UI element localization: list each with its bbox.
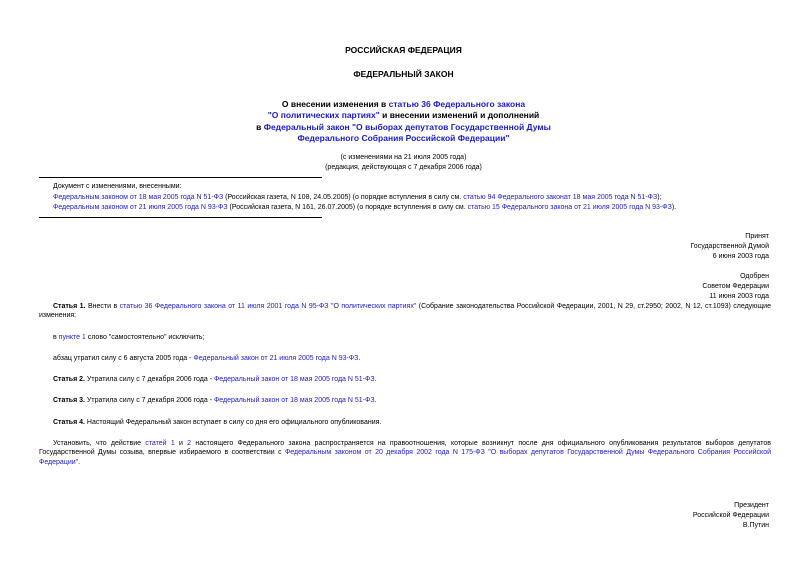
article-2-link[interactable]: Федеральный закон от 18 мая 2005 года N 51-ФЗ: [213, 376, 375, 383]
title-text: и внесении изменений и дополнений: [379, 110, 540, 121]
amendment-link-article15[interactable]: статью 15 Федерального закона от 21 июля 2005 года N 93-ФЗ: [467, 204, 672, 211]
amendments-heading: Документ с изменениями, внесенными:: [53, 183, 182, 190]
article-text: (Собрание законодательства Российской Федерации, 2001, N 29, ст.2950; 2002, N 12, ст.1093) следующие изменения:: [39, 303, 771, 320]
signature-name: В.Путин: [742, 522, 769, 529]
title-link-parties[interactable]: "О политических партиях": [267, 110, 380, 121]
title-text: в: [256, 121, 264, 132]
doc-type-heading: ФЕДЕРАЛЬНЫЙ ЗАКОН: [353, 69, 454, 79]
edition-redaction: (редакция, действующая с 7 декабря 2006 года): [325, 164, 482, 171]
article-text: .: [78, 458, 81, 466]
accepted-date: 6 июня 2003 года: [712, 253, 769, 260]
article-3-link[interactable]: Федеральный закон от 18 мая 2005 года N 51-ФЗ: [213, 397, 375, 404]
divider-bottom: [39, 217, 322, 218]
amendment-link-93fz[interactable]: Федеральным законом от 21 июля 2005 года N 93-ФЗ: [53, 204, 228, 211]
approved-by: Советом Федерации: [702, 283, 769, 290]
final-link-article2[interactable]: 2: [187, 440, 192, 447]
title-link-elections-law-cont[interactable]: Федерального Собрания Российской Федерации": [297, 133, 510, 144]
amendment-text: (Российская газета, N 161, 26.07.2005) (о порядке вступления в силу см.: [227, 204, 468, 211]
title-line-2: [0, 110, 807, 121]
accepted-label: Принят: [745, 233, 769, 240]
title-line-1: [0, 99, 807, 110]
amendment-link-article94[interactable]: статью 94 Федерального законат 18 мая 2005 года N 51-ФЗ: [463, 194, 658, 201]
item-link-point1[interactable]: пункте 1: [58, 334, 86, 341]
article-text: .: [374, 397, 377, 404]
article-2-label: Статья 2.: [53, 376, 85, 383]
amendment-text: );: [657, 194, 662, 201]
article-text: абзац утратил силу с 6 августа 2005 года -: [53, 355, 194, 362]
document-title: [0, 99, 807, 145]
title-text: О внесении изменения в: [281, 99, 389, 109]
article-text: .: [358, 355, 361, 362]
final-link-article1[interactable]: статей 1: [145, 440, 175, 447]
article-3: [53, 396, 377, 405]
title-line-4: [0, 133, 807, 144]
article-1-item-2: [53, 354, 360, 363]
divider-top: [39, 177, 322, 178]
article-2: [53, 375, 377, 384]
accepted-by: Государственной Думой: [690, 243, 769, 250]
edition-changes: (с изменениями на 21 июля 2005 года): [340, 154, 467, 161]
amendment-link-51fz[interactable]: Федеральным законом от 18 мая 2005 года N 51-ФЗ: [53, 194, 224, 201]
title-line-3: [0, 122, 807, 133]
article-text: Утратила силу с 7 декабря 2006 года -: [84, 397, 214, 404]
article-text: настоящего Федерального закона распространяется на правоотношения, которые возникнут после дня официального опубликования результатов выборов депутатов Государственной Думы созыва, впервые избираемого в соответствии с: [39, 440, 771, 457]
article-1-item-1: [53, 333, 205, 342]
amendment-item-1: [53, 193, 662, 202]
article-3-label: Статья 3.: [53, 397, 85, 404]
article-4: [53, 418, 381, 427]
article-text: слово "самостоятельно" исключить;: [85, 334, 205, 341]
amendment-item-2: [53, 203, 676, 212]
article-text: Установить, что действие: [53, 440, 146, 447]
amendment-text: ).: [671, 204, 677, 211]
item-link-93fz[interactable]: Федеральный закон от 21 июля 2005 года N 93-ФЗ: [193, 355, 359, 362]
country-heading: РОССИЙСКАЯ ФЕДЕРАЦИЯ: [345, 45, 462, 55]
amendment-text: (Российская газета, N 108, 24.05.2005) (о порядке вступления в силу см.: [223, 194, 464, 201]
signature-title: Президент: [734, 502, 769, 509]
article-text: и: [174, 440, 188, 447]
article-text: Внести в: [85, 303, 120, 310]
title-link-elections-law[interactable]: Федеральный закон "О выборах депутатов Государственной Думы: [263, 121, 551, 132]
signature-country: Российской Федерации: [692, 512, 769, 519]
article-text: Настоящий Федеральный закон вступает в силу со дня его официального опубликования.: [84, 419, 382, 426]
approved-date: 11 июня 2003 года: [709, 293, 769, 300]
final-provision: [39, 439, 771, 467]
article-1: [39, 302, 771, 321]
final-link-175fz[interactable]: Федеральным законом от 20 декабря 2002 года N 175-ФЗ "О выборах депутатов Государственной Думы Федерального Собрания Российской Федерации": [39, 449, 772, 466]
article-4-label: Статья 4.: [53, 419, 85, 426]
article-text: .: [374, 376, 377, 383]
approved-label: Одобрен: [740, 273, 769, 280]
title-link-article36[interactable]: статью 36 Федерального закона: [388, 99, 526, 109]
article-1-link[interactable]: статью 36 Федерального закона от 11 июля 2001 года N 95-ФЗ "О политических партиях": [119, 303, 417, 310]
article-1-label: Статья 1.: [53, 303, 86, 310]
article-text: Утратила силу с 7 декабря 2006 года -: [84, 376, 214, 383]
article-text: в: [53, 334, 59, 341]
